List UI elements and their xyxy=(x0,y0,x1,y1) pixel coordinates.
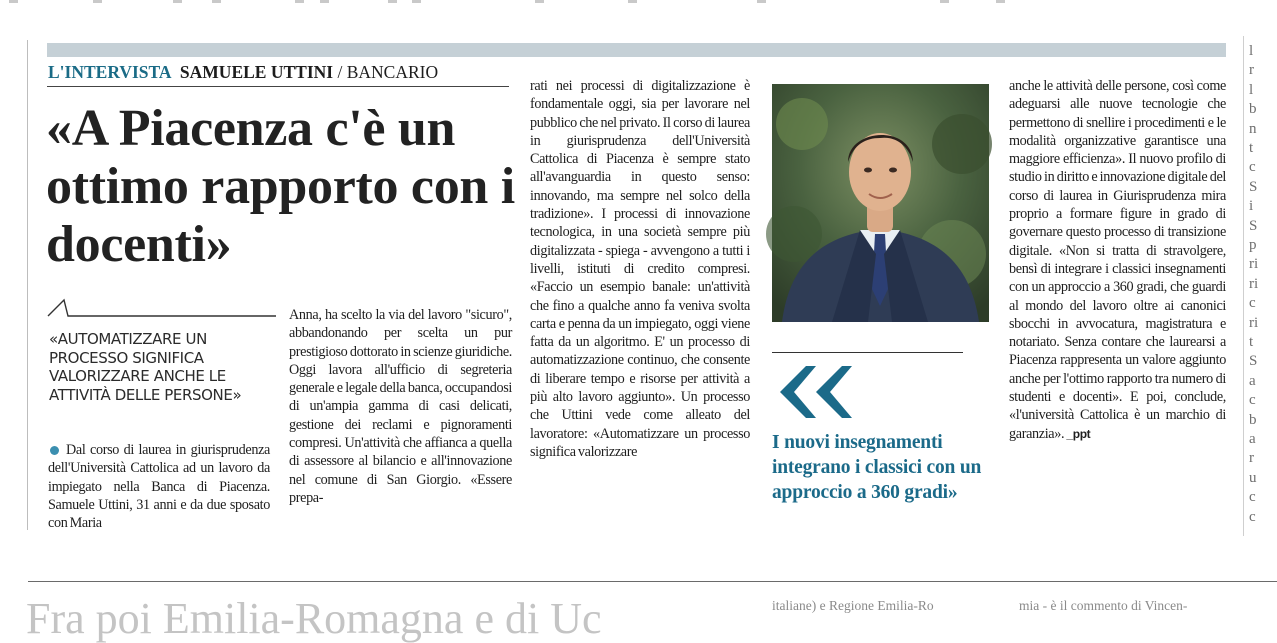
kicker-underline xyxy=(47,86,509,87)
adjacent-text-fragment: n xyxy=(1249,120,1257,137)
adjacent-text-fragment: c xyxy=(1249,295,1256,312)
portrait-photo xyxy=(772,84,989,322)
adjacent-text-fragment: u xyxy=(1249,469,1257,486)
kicker-name: SAMUELE UTTINI xyxy=(179,62,334,82)
left-column-rule xyxy=(27,40,28,530)
previous-page-edge xyxy=(0,0,1277,6)
quote-marks-icon xyxy=(772,364,854,420)
adjacent-text-fragment: c xyxy=(1249,489,1256,506)
adjacent-text-fragment: S xyxy=(1249,353,1258,370)
next-article-text-fragment-b: mia - è il commento di Vincen- xyxy=(1019,598,1188,613)
pull-quote-right: I nuovi insegnamenti integrano i classici con un approccio a 360 gradi» xyxy=(772,432,982,503)
column-4-text: anche le attività delle persone, così come adeguarsi alle nuove tecnologie che permettono di snellire i procedimenti e le modalità organizzative garantisce una maggiore efficienza». Il nuovo profilo di studio in diritto e innovazione digitale del corso di laurea in Giurisprudenza mira proprio a formare figure in grado di governare questo processo di transizione digitale. «Non si tratta di stravolgere, bensì di integrare i classici insegnamenti con un approccio a 360 gradi, che guardi al mondo del lavoro oltre ai canonici sbocchi in avvocatura, magistratura e notariato. Senza contare che laurearsi a Piacenza rappresenta un valore aggiunto anche per l'ottimo rapporto tra numero di studenti e docenti». E poi, conclude, «l'università Cattolica è un marchio di garanzia». xyxy=(1009,78,1226,442)
section-bar xyxy=(47,43,1226,57)
adjacent-text-fragment: t xyxy=(1249,334,1254,350)
article-column-1 xyxy=(48,441,270,532)
adjacent-text-fragment: ri xyxy=(1249,275,1259,292)
adjacent-text-fragment: b xyxy=(1249,411,1257,428)
adjacent-text-fragment: t xyxy=(1249,140,1254,156)
kicker-role: / BANCARIO xyxy=(337,62,439,82)
adjacent-column-rule xyxy=(1243,36,1244,536)
adjacent-text-fragment: p xyxy=(1249,237,1257,253)
article-column-2: Anna, ha scelto la via del lavoro "sicuro", abbandonando per scelta un pur prestigioso dottorato in scienze giuridiche. Oggi lavora all'ufficio di segreteria generale e legale della banca, occupandosi di un'ampia gamma di casi delicati, gestione dei reclami e pignoramenti compresi. Un'attività che affianca a quella di assessore al bilancio e all'innovazione nel comune di San Giorgio. «Essere prepa- xyxy=(289,307,512,506)
adjacent-text-fragment: r xyxy=(1249,62,1254,79)
adjacent-text-fragment: a xyxy=(1249,372,1256,389)
adjacent-text-fragment: r xyxy=(1249,450,1254,467)
next-article-heading-fragment: Fra poi Emilia-Romagna e di Uc xyxy=(26,594,602,643)
article-column-4 xyxy=(1009,77,1226,443)
adjacent-text-fragment: S xyxy=(1249,217,1258,234)
adjacent-text-fragment: S xyxy=(1249,178,1258,195)
adjacent-text-fragment: l xyxy=(1249,43,1254,59)
article-column-3: rati nei processi di digitalizzazione è fondamentale oggi, sia per lavorare nel pubblico che nel privato. Il corso di laurea in giurisprudenza dell'Università Cattolica di Piacenza è sempre stato all'avanguardia in questo senso: innovando, ma sempre nel solco della tradizione». I processi di innovazione tecnologica, in una società sempre più digitalizzata - spiega - avvengono a tutti i livelli, istituti di credito compresi. «Faccio un esempio banale: un'attività che fino a qualche anno fa veniva svolta carta e penna da un impiegato, oggi viene fatta da un algoritmo. E' un processo di automatizzazione continuo, che consente di liberare tempo e risorse per attività a più alto lavoro aggiunto». Un processo che Uttini vede come alleato del lavoratore: «Automatizzare un processo significa valorizzare xyxy=(530,78,750,460)
photo-divider xyxy=(772,352,963,353)
adjacent-text-fragment: c xyxy=(1249,159,1256,176)
lead-bullet-icon xyxy=(50,446,59,455)
kicker xyxy=(48,62,438,82)
adjacent-text-fragment: c xyxy=(1249,392,1256,409)
kicker-section: L'INTERVISTA xyxy=(48,62,172,82)
adjacent-text-fragment: ri xyxy=(1249,314,1259,331)
next-article-text-fragment-a: italiane) e Regione Emilia-Ro xyxy=(772,598,934,613)
adjacent-article-edge xyxy=(1239,36,1277,536)
column-1-text: Dal corso di laurea in giurisprudenza dell'Università Cattolica ad un lavoro da impiegato nella Banca di Piacenza. Samuele Uttini, 31 anni e da due sposato con Maria xyxy=(48,442,270,532)
adjacent-text-fragment: c xyxy=(1249,508,1256,525)
adjacent-text-fragment: l xyxy=(1249,81,1254,98)
author-signature: _ppt xyxy=(1066,426,1091,441)
adjacent-text-fragment: i xyxy=(1249,198,1254,215)
adjacent-text-fragment: a xyxy=(1249,431,1256,447)
quote-divider-icon xyxy=(46,296,276,320)
adjacent-text-fragment: ri xyxy=(1249,256,1259,273)
headline: «A Piacenza c'è un ottimo rapporto con i docenti» xyxy=(46,100,515,273)
page-bottom-rule xyxy=(28,581,1277,582)
adjacent-text-fragment: b xyxy=(1249,101,1257,118)
pull-quote-left: «AUTOMATIZZARE UN PROCESSO SIGNIFICA VALORIZZARE ANCHE LE ATTIVITÀ DELLE PERSONE» xyxy=(49,330,242,404)
